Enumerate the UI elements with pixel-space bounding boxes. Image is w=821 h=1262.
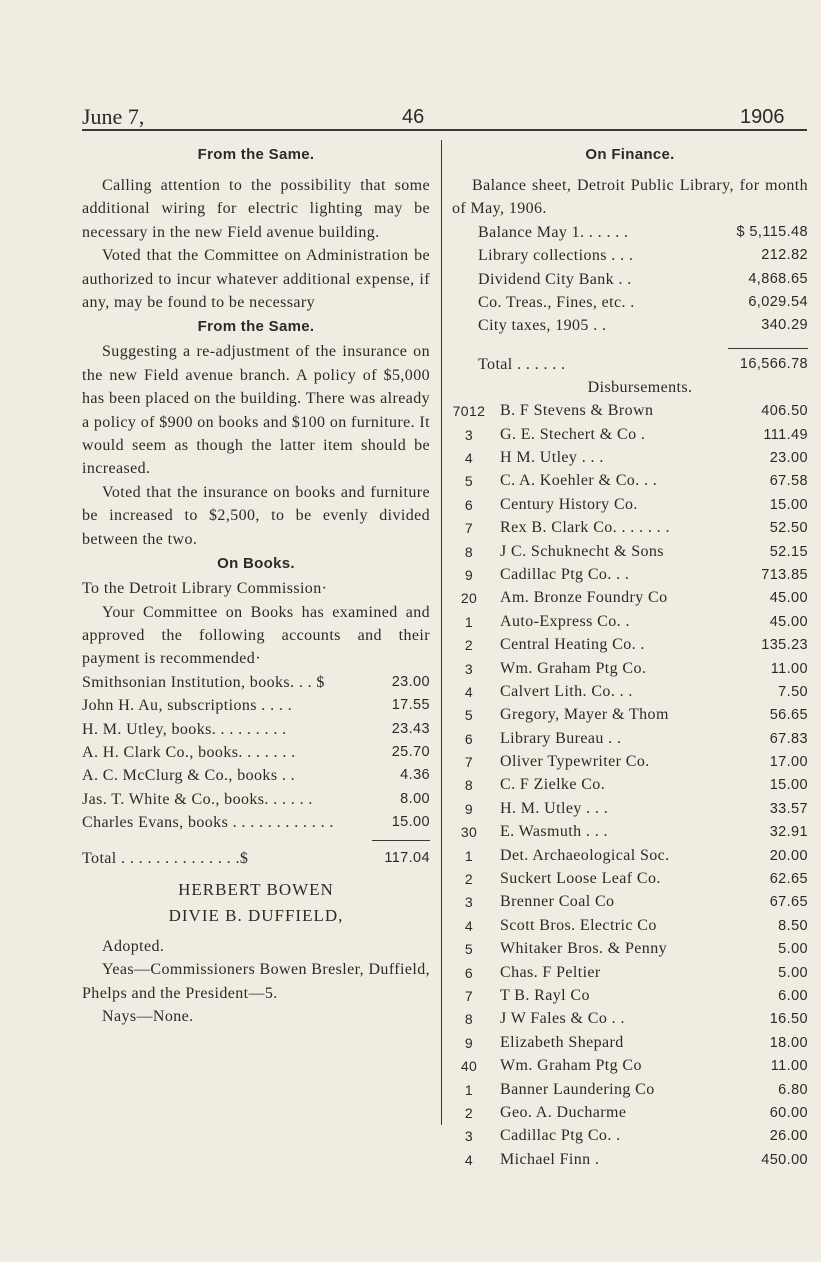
disbursement-row: [452, 914, 808, 937]
payment-amount: 5.00: [778, 964, 808, 981]
payee-name: Chas. F Peltier: [500, 963, 601, 981]
signature: DIVIE B. DUFFIELD,: [168, 905, 344, 925]
payment-amount: 67.83: [769, 730, 808, 747]
payee-name: Wm. Graham Ptg Co.: [500, 659, 647, 677]
disbursement-row: [452, 610, 808, 633]
payment-amount: 406.50: [761, 403, 808, 420]
disbursement-row: [452, 400, 808, 423]
payee-name: H. M. Utley . . .: [500, 799, 609, 817]
payment-amount: 45.00: [769, 613, 808, 630]
payee-name: Gregory, Mayer & Thom: [500, 706, 669, 724]
disbursement-row: [452, 1031, 808, 1054]
payment-amount: 60.00: [769, 1104, 808, 1121]
total-amount: 117.04: [384, 850, 430, 867]
account-label: H. M. Utley, books. . . . . . . . .: [82, 720, 287, 738]
balance-amount: 340.29: [761, 317, 808, 334]
balance-amount: 212.82: [761, 247, 808, 264]
disbursement-row: [452, 1008, 808, 1031]
voucher-number: 2: [464, 1104, 474, 1121]
account-row: [82, 718, 430, 741]
disbursement-row: [452, 680, 808, 703]
disbursement-row: [452, 704, 808, 727]
voucher-number: 8: [464, 1011, 474, 1028]
payee-name: Cadillac Ptg Co. . .: [500, 565, 630, 583]
disbursement-row: [452, 470, 808, 493]
account-label: Charles Evans, books . . . . . . . . . . . .: [82, 814, 334, 832]
payee-name: Det. Archaeological Soc.: [500, 846, 670, 864]
disbursement-row: [452, 727, 808, 750]
account-amount: 23.43: [391, 720, 430, 737]
payee-name: T B. Rayl Co: [500, 987, 590, 1004]
paragraph: Voted that the insurance on books and furniture be increased to $2,500, to be evenly divided between the two.: [82, 483, 430, 548]
balance-label: City taxes, 1905 . .: [478, 317, 607, 335]
payee-name: Wm. Graham Ptg Co: [500, 1057, 642, 1075]
voucher-number: 6: [464, 730, 474, 747]
column-divider: [441, 140, 442, 1125]
account-label: A. H. Clark Co., books. . . . . . .: [82, 743, 296, 761]
disbursement-row: [452, 984, 808, 1007]
disbursement-row: [452, 844, 808, 867]
payee-name: E. Wasmuth . . .: [500, 823, 608, 841]
payee-name: C. A. Koehler & Co. . .: [500, 472, 658, 490]
account-label: Smithsonian Institution, books. . . $: [82, 673, 325, 691]
voucher-number: 7: [464, 988, 474, 1004]
account-row: [82, 694, 430, 717]
balance-label: Library collections . . .: [478, 247, 634, 265]
balance-label: Co. Treas., Fines, etc. .: [478, 293, 635, 311]
payee-name: Brenner Coal Co: [500, 893, 615, 911]
accounts-list: [82, 671, 430, 835]
account-row: [82, 764, 430, 787]
account-row: [82, 811, 430, 834]
payment-amount: 17.00: [769, 754, 808, 771]
payee-name: H M. Utley . . .: [500, 449, 604, 467]
right-column: [452, 142, 808, 1171]
payment-amount: 56.65: [769, 707, 808, 724]
disbursement-row: [452, 517, 808, 540]
voucher-number: 7012: [452, 403, 486, 420]
voucher-number: 5: [464, 707, 474, 724]
nays-line: Nays—None.: [102, 1008, 194, 1026]
paragraph: Suggesting a re-adjustment of the insurance on the new Field avenue branch. A policy of $5,000 has been placed on the building. There was already a policy of $900 on books and $100 on furniture. It would seem as though the latter item should be increased.: [82, 343, 430, 478]
voucher-number: 3: [464, 1128, 474, 1145]
header-date: June 7,: [82, 104, 145, 129]
balance-list: [452, 221, 808, 338]
payee-name: Suckert Loose Leaf Co.: [500, 870, 661, 888]
voucher-number: 4: [464, 917, 474, 934]
payment-amount: 450.00: [761, 1151, 808, 1168]
voucher-number: 2: [464, 871, 474, 888]
balance-row: [452, 314, 808, 337]
voucher-number: 1: [464, 847, 474, 864]
payee-name: C. F Zielke Co.: [500, 776, 606, 794]
account-row: [82, 671, 430, 694]
yeas-line: Yeas—Commissioners Bowen Bresler, Duffield, Phelps and the President—5.: [82, 961, 430, 1002]
total-row: [452, 353, 808, 376]
voucher-number: 5: [464, 473, 474, 490]
header-rule: [82, 129, 807, 131]
payee-name: Oliver Typewriter Co.: [500, 753, 650, 771]
payee-name: Calvert Lith. Co. . .: [500, 682, 633, 700]
payment-amount: 8.50: [778, 917, 808, 934]
voucher-number: 7: [464, 754, 474, 771]
payment-amount: 33.57: [769, 800, 808, 817]
voucher-number: 9: [464, 1034, 474, 1051]
account-row: [82, 741, 430, 764]
account-amount: 4.36: [400, 767, 430, 784]
payment-amount: 6.80: [778, 1081, 808, 1098]
payment-amount: 18.00: [769, 1034, 808, 1051]
payment-amount: 713.85: [761, 566, 808, 583]
paragraph: Your Committee on Books has examined and approved the following accounts and their payment is recommended·: [82, 603, 430, 668]
account-amount: 23.00: [391, 673, 430, 690]
paragraph: Balance sheet, Detroit Public Library, for month of May, 1906.: [452, 177, 808, 218]
total-rule: [372, 840, 430, 841]
signature: HERBERT BOWEN: [178, 879, 334, 899]
page-number: 46: [402, 106, 425, 128]
disbursement-row: [452, 797, 808, 820]
disbursement-row: [452, 657, 808, 680]
account-label: Jas. T. White & Co., books. . . . . .: [82, 790, 313, 808]
disbursement-row: [452, 446, 808, 469]
header-year: 1906: [740, 106, 785, 128]
payee-name: Century History Co.: [500, 495, 638, 513]
voucher-number: 2: [464, 637, 474, 654]
payee-name: Central Heating Co. .: [500, 636, 645, 654]
voucher-number: 3: [464, 660, 474, 677]
disbursements-table: [452, 400, 808, 1172]
payment-amount: 6.00: [778, 988, 808, 1004]
voucher-number: 8: [464, 543, 474, 560]
balance-label: Balance May 1. . . . . .: [478, 223, 629, 241]
section-heading: From the Same.: [197, 318, 315, 336]
total-rule: [728, 348, 808, 349]
payment-amount: 7.50: [778, 683, 808, 700]
payment-amount: 11.00: [770, 660, 808, 677]
voucher-number: 3: [464, 426, 474, 443]
payment-amount: 15.00: [769, 496, 808, 513]
balance-row: [452, 244, 808, 267]
payee-name: B. F Stevens & Brown: [500, 402, 654, 420]
voucher-number: 1: [464, 613, 474, 630]
balance-amount: $ 5,115.48: [736, 223, 808, 240]
balance-amount: 6,029.54: [748, 293, 808, 310]
disbursement-row: [452, 563, 808, 586]
balance-amount: 4,868.65: [748, 270, 808, 287]
balance-row: [452, 291, 808, 314]
payment-amount: 11.00: [770, 1058, 808, 1075]
payee-name: Library Bureau . .: [500, 729, 622, 747]
voucher-number: 1: [464, 1081, 474, 1098]
section-heading: On Books.: [217, 555, 295, 573]
disbursement-row: [452, 774, 808, 797]
voucher-number: 9: [464, 566, 474, 583]
payee-name: Elizabeth Shepard: [500, 1033, 624, 1051]
payee-name: Banner Laundering Co: [500, 1080, 655, 1098]
payment-amount: 52.50: [769, 520, 808, 537]
voucher-number: 20: [460, 590, 478, 607]
disbursement-row: [452, 1101, 808, 1124]
disbursement-row: [452, 821, 808, 844]
voucher-number: 30: [460, 824, 478, 841]
voucher-number: 4: [464, 1151, 474, 1168]
disbursement-row: [452, 633, 808, 656]
balance-label: Dividend City Bank . .: [478, 270, 632, 288]
section-heading: From the Same.: [197, 146, 315, 163]
voucher-number: 4: [464, 683, 474, 700]
left-column: [82, 142, 430, 1028]
disbursement-row: [452, 493, 808, 516]
payee-name: J W Fales & Co . .: [500, 1010, 625, 1028]
disbursement-row: [452, 423, 808, 446]
total-label: Total . . . . . .: [478, 355, 566, 373]
disbursement-row: [452, 750, 808, 773]
total-amount: 16,566.78: [739, 355, 808, 372]
section-heading: On Finance.: [585, 146, 675, 163]
adopted-line: Adopted.: [102, 937, 165, 955]
account-amount: 25.70: [391, 743, 430, 760]
voucher-number: 5: [464, 941, 474, 958]
payee-name: Geo. A. Ducharme: [500, 1103, 627, 1121]
total-label: Total . . . . . . . . . . . . . .$: [82, 850, 249, 868]
payment-amount: 45.00: [769, 590, 808, 607]
voucher-number: 40: [460, 1058, 478, 1075]
payment-amount: 52.15: [769, 543, 808, 560]
payment-amount: 20.00: [769, 847, 808, 864]
voucher-number: 3: [464, 894, 474, 911]
account-label: A. C. McClurg & Co., books . .: [82, 767, 296, 785]
payee-name: Whitaker Bros. & Penny: [500, 940, 667, 958]
voucher-number: 6: [464, 964, 474, 981]
voucher-number: 4: [464, 450, 474, 467]
voucher-number: 7: [464, 520, 474, 537]
payment-amount: 67.65: [769, 894, 808, 911]
disbursement-row: [452, 1054, 808, 1077]
payment-amount: 15.00: [769, 777, 808, 794]
payment-amount: 67.58: [769, 473, 808, 490]
payee-name: Michael Finn .: [500, 1150, 600, 1168]
payee-name: Rex B. Clark Co. . . . . . .: [500, 519, 670, 537]
payment-amount: 32.91: [769, 824, 808, 841]
disbursement-row: [452, 891, 808, 914]
payee-name: Cadillac Ptg Co. .: [500, 1127, 621, 1145]
payment-amount: 26.00: [769, 1128, 808, 1145]
voucher-number: 6: [464, 496, 474, 513]
payee-name: Auto-Express Co. .: [500, 612, 630, 630]
disbursement-row: [452, 540, 808, 563]
salutation: To the Detroit Library Commission·: [82, 580, 328, 598]
account-amount: 8.00: [400, 790, 430, 807]
disbursement-row: [452, 938, 808, 961]
payee-name: Am. Bronze Foundry Co: [500, 589, 668, 607]
account-label: John H. Au, subscriptions . . . .: [82, 697, 293, 715]
account-amount: 17.55: [391, 697, 430, 714]
payment-amount: 16.50: [769, 1011, 808, 1028]
payment-amount: 111.49: [763, 426, 808, 443]
payee-name: Scott Bros. Electric Co: [500, 916, 657, 934]
voucher-number: 8: [464, 777, 474, 794]
payment-amount: 135.23: [761, 637, 808, 654]
disbursements-heading: Disbursements.: [587, 379, 693, 397]
paragraph: Voted that the Committee on Administration be authorized to incur whatever additional expense, if any, may be found to be necessary: [82, 247, 430, 312]
account-row: [82, 788, 430, 811]
disbursement-row: [452, 961, 808, 984]
payee-name: G. E. Stechert & Co .: [500, 425, 646, 443]
account-amount: 15.00: [391, 814, 430, 831]
payee-name: J C. Schuknecht & Sons: [500, 542, 664, 560]
disbursement-row: [452, 1125, 808, 1148]
payment-amount: 62.65: [769, 871, 808, 888]
payment-amount: 5.00: [778, 941, 808, 958]
disbursement-row: [452, 1078, 808, 1101]
payment-amount: 23.00: [769, 450, 808, 467]
total-row: [82, 847, 430, 870]
disbursement-row: [452, 587, 808, 610]
disbursement-row: [452, 867, 808, 890]
voucher-number: 9: [464, 800, 474, 817]
balance-row: [452, 221, 808, 244]
disbursement-row: [452, 1148, 808, 1171]
paragraph: Calling attention to the possibility that some additional wiring for electric lighting may be necessary in the new Field avenue building.: [82, 177, 430, 241]
balance-row: [452, 268, 808, 291]
